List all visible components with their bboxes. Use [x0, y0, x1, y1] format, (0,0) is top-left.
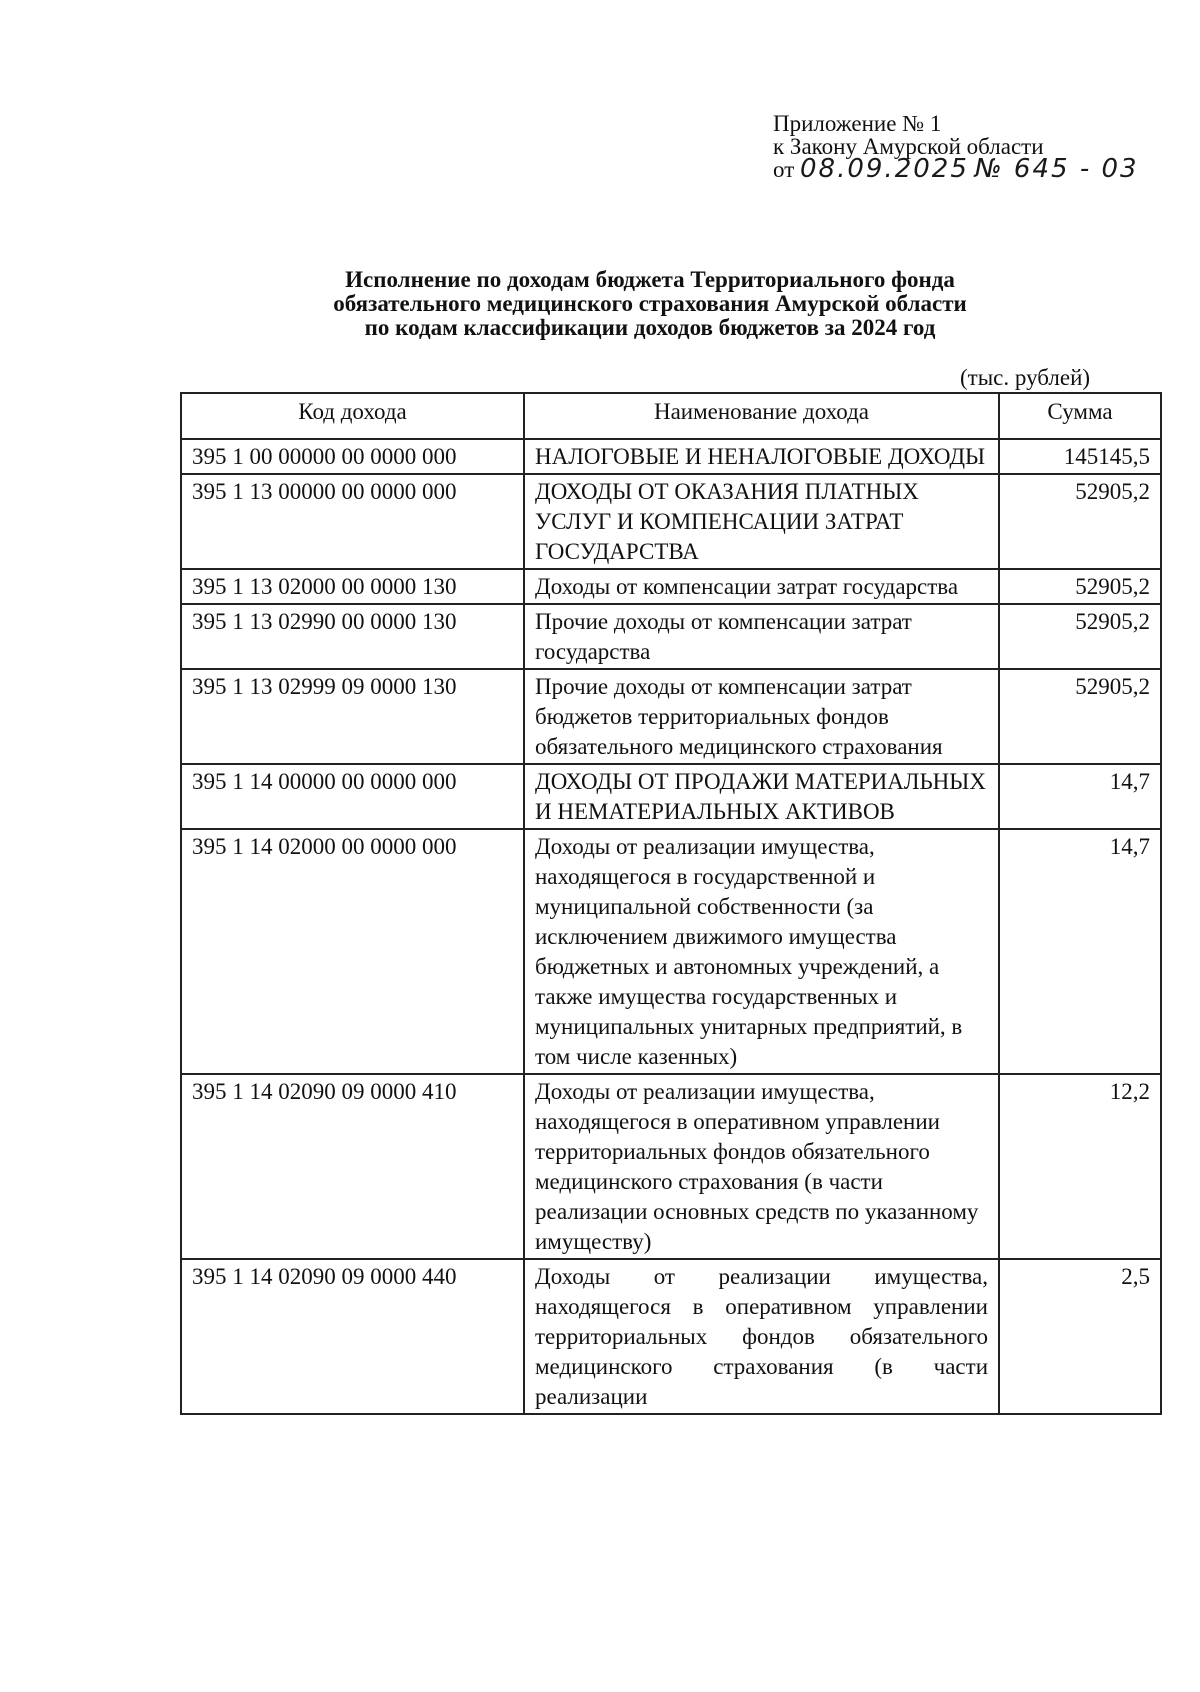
table-row	[181, 1074, 1161, 1259]
income-table	[180, 392, 1162, 1415]
table-row	[181, 764, 1161, 829]
income-name: ДОХОДЫ ОТ ПРОДАЖИ МАТЕРИАЛЬНЫХ И НЕМАТЕРИАЛЬНЫХ АКТИВОВ	[524, 764, 999, 829]
table-row	[181, 669, 1161, 764]
table-row	[181, 829, 1161, 1074]
income-name: Доходы от компенсации затрат государства	[524, 569, 999, 604]
income-name: Доходы от реализации имущества, находящегося в оперативном управлении территориальных фондов обязательного медицинского страхования (в части реализации	[524, 1259, 999, 1414]
income-sum: 2,5	[999, 1259, 1161, 1414]
appendix-line-1: Приложение № 1	[773, 111, 942, 136]
table-row	[181, 604, 1161, 669]
table-row	[181, 474, 1161, 569]
income-name: Прочие доходы от компенсации затрат государства	[524, 604, 999, 669]
income-name: ДОХОДЫ ОТ ОКАЗАНИЯ ПЛАТНЫХ УСЛУГ И КОМПЕНСАЦИИ ЗАТРАТ ГОСУДАРСТВА	[524, 474, 999, 569]
units-label: (тыс. рублей)	[960, 365, 1091, 390]
income-code: 395 1 14 00000 00 0000 000	[181, 764, 524, 829]
table-header-row	[181, 393, 1161, 439]
income-code: 395 1 14 02090 09 0000 410	[181, 1074, 524, 1259]
income-code: 395 1 14 02090 09 0000 440	[181, 1259, 524, 1414]
income-name: Доходы от реализации имущества, находящегося в оперативном управлении территориальных фондов обязательного медицинского страхования (в части реализации основных средств по указанному имуществу)	[524, 1074, 999, 1259]
header-name: Наименование дохода	[524, 393, 999, 439]
document-title	[180, 268, 1120, 340]
appendix-block	[773, 111, 1139, 184]
income-name: Прочие доходы от компенсации затрат бюджетов территориальных фондов обязательного медицинского страхования	[524, 669, 999, 764]
handwritten-date: 08.09.2025	[800, 154, 969, 184]
income-sum: 12,2	[999, 1074, 1161, 1259]
title-line-2: обязательного медицинского страхования Амурской области	[333, 291, 967, 316]
income-name: Доходы от реализации имущества, находящегося в государственной и муниципальной собственности (за исключением движимого имущества бюджетных и автономных учреждений, а также имущества государственных и муниципальных унитарных предприятий, в том числе казенных)	[524, 829, 999, 1074]
appendix-line-2: к Закону Амурской области	[773, 134, 1044, 159]
income-sum: 52905,2	[999, 669, 1161, 764]
income-code: 395 1 13 00000 00 0000 000	[181, 474, 524, 569]
income-sum: 52905,2	[999, 569, 1161, 604]
table-row	[181, 569, 1161, 604]
income-sum: 14,7	[999, 764, 1161, 829]
income-sum: 14,7	[999, 829, 1161, 1074]
income-sum: 52905,2	[999, 474, 1161, 569]
appendix-line-3	[773, 154, 1139, 184]
title-line-3: по кодам классификации доходов бюджетов за 2024 год	[364, 315, 936, 340]
handwritten-number: № 645 - 03	[974, 154, 1139, 184]
income-code: 395 1 13 02990 00 0000 130	[181, 604, 524, 669]
table-row	[181, 439, 1161, 474]
income-sum: 145145,5	[999, 439, 1161, 474]
title-line-1: Исполнение по доходам бюджета Территориального фонда	[345, 267, 955, 292]
income-code: 395 1 14 02000 00 0000 000	[181, 829, 524, 1074]
table-row	[181, 1259, 1161, 1414]
header-code: Код дохода	[181, 393, 524, 439]
income-code: 395 1 13 02999 09 0000 130	[181, 669, 524, 764]
income-name: НАЛОГОВЫЕ И НЕНАЛОГОВЫЕ ДОХОДЫ	[524, 439, 999, 474]
appendix-prefix: от	[773, 157, 795, 182]
income-sum: 52905,2	[999, 604, 1161, 669]
income-code: 395 1 00 00000 00 0000 000	[181, 439, 524, 474]
header-sum: Сумма	[999, 393, 1161, 439]
income-code: 395 1 13 02000 00 0000 130	[181, 569, 524, 604]
